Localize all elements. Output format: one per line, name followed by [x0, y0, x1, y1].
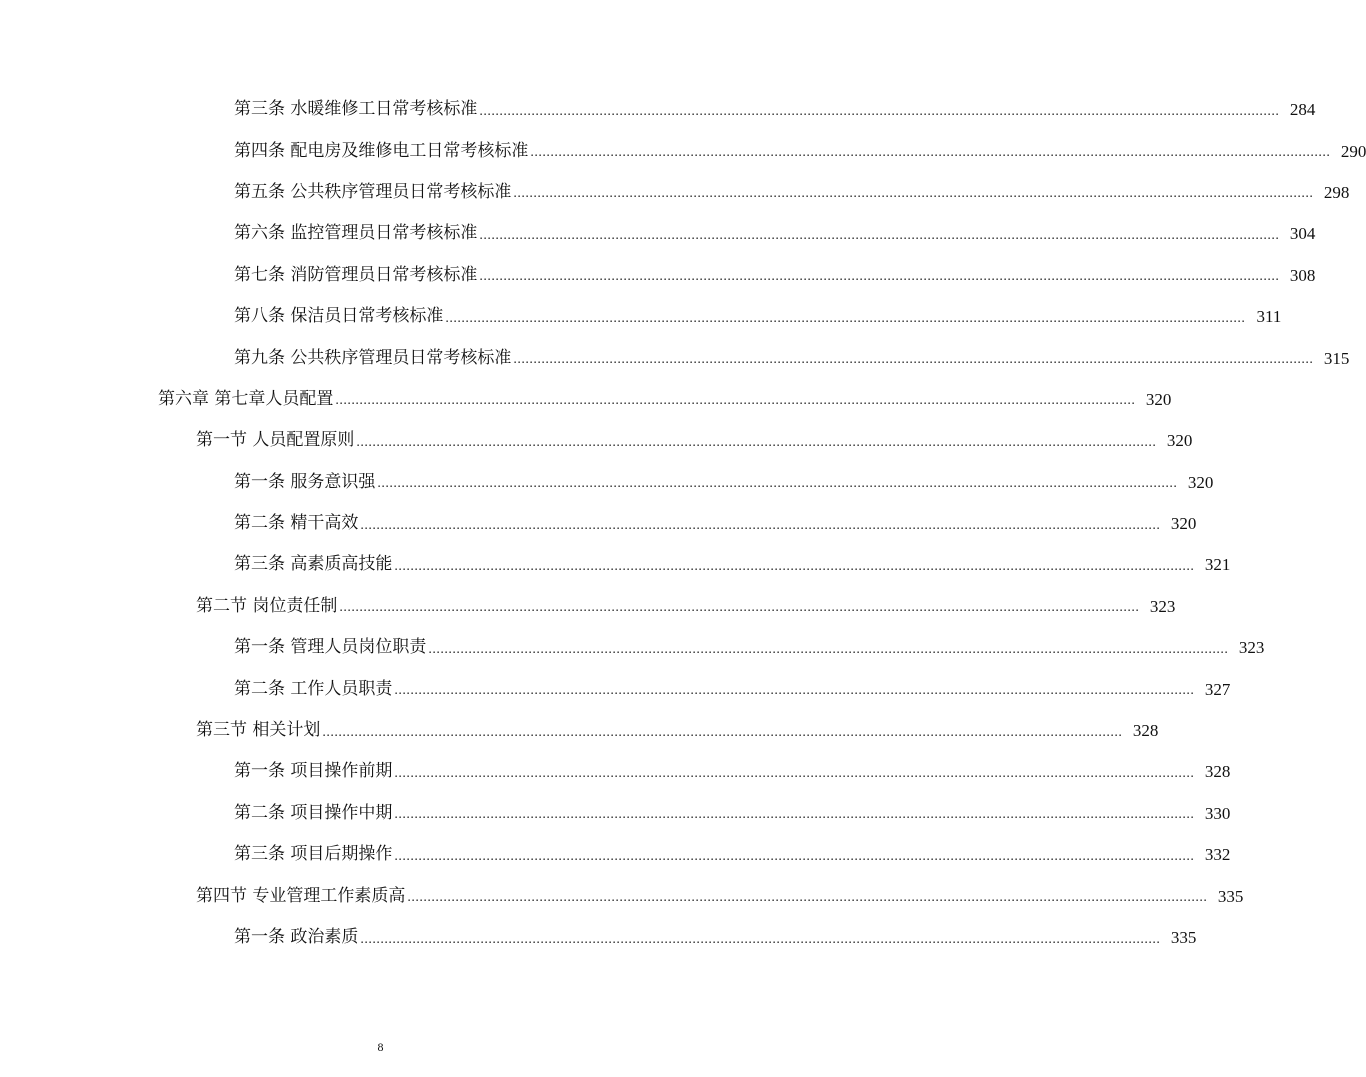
toc-entry-page: 315 [1323, 348, 1350, 368]
toc-leader-dots: ........................................................................................................................................................................................................ [513, 186, 1314, 202]
toc-entry[interactable] [0, 172, 1350, 213]
toc-entry-page: 284 [1289, 100, 1316, 120]
toc-entry-page: 308 [1289, 265, 1316, 285]
toc-entry-page: 323 [1149, 596, 1176, 616]
toc-leader-dots: ........................................................................................................................................................................................................ [394, 848, 1195, 864]
toc-entry[interactable] [0, 255, 1316, 296]
toc-entry[interactable] [0, 296, 1282, 337]
toc-entry[interactable] [0, 627, 1265, 668]
toc-entry-label: 第一条 服务意识强 [234, 471, 376, 492]
toc-entry-label: 第二条 精干高效 [234, 513, 359, 534]
toc-entry[interactable] [0, 793, 1231, 834]
toc-entry-chapter[interactable] [0, 379, 1172, 420]
toc-leader-dots: ........................................................................................................................................................................................................ [407, 890, 1208, 906]
toc-leader-dots: ........................................................................................................................................................................................................ [335, 393, 1136, 409]
toc-leader-dots: ........................................................................................................................................................................................................ [356, 434, 1157, 450]
toc-leader-dots: ........................................................................................................................................................................................................ [479, 269, 1280, 285]
toc-entry-section[interactable] [0, 875, 1244, 916]
toc-entry-label: 第一节 人员配置原则 [196, 430, 355, 451]
toc-leader-dots: ........................................................................................................................................................................................................ [530, 145, 1331, 161]
toc-leader-dots: ........................................................................................................................................................................................................ [479, 227, 1280, 243]
toc-entry[interactable] [0, 917, 1197, 958]
toc-entry-page: 304 [1289, 224, 1316, 244]
toc-leader-dots: ........................................................................................................................................................................................................ [394, 558, 1195, 574]
toc-entry-label: 第二节 岗位责任制 [196, 595, 338, 616]
toc-entry-label: 第三条 项目后期操作 [234, 844, 393, 865]
toc-entry[interactable] [0, 544, 1231, 585]
toc-entry-page: 323 [1238, 638, 1265, 658]
toc-leader-dots: ........................................................................................................................................................................................................ [322, 724, 1123, 740]
toc-entry-page: 330 [1204, 803, 1231, 823]
toc-entry-page: 335 [1170, 928, 1197, 947]
toc-entry[interactable] [0, 751, 1231, 792]
toc-entry-label: 第六章 第七章人员配置 [158, 388, 334, 409]
toc-entry[interactable] [0, 503, 1197, 544]
table-of-contents [0, 89, 1366, 958]
toc-leader-dots: ........................................................................................................................................................................................................ [445, 310, 1246, 326]
toc-entry-label: 第八条 保洁员日常考核标准 [234, 306, 444, 327]
toc-leader-dots: ........................................................................................................................................................................................................ [394, 683, 1195, 699]
toc-entry-label: 第五条 公共秩序管理员日常考核标准 [234, 181, 512, 202]
toc-leader-dots: ........................................................................................................................................................................................................ [360, 931, 1161, 947]
toc-entry-label: 第二条 项目操作中期 [234, 802, 393, 823]
toc-entry-page: 311 [1256, 307, 1282, 327]
toc-entry-label: 第一条 政治素质 [234, 927, 359, 947]
toc-entry-section[interactable] [0, 710, 1159, 751]
toc-entry[interactable] [0, 130, 1366, 171]
toc-entry-page: 327 [1204, 679, 1231, 699]
toc-leader-dots: ........................................................................................................................................................................................................ [479, 103, 1280, 119]
toc-entry-page: 332 [1204, 845, 1231, 865]
toc-leader-dots: ........................................................................................................................................................................................................ [394, 765, 1195, 781]
toc-entry-label: 第七条 消防管理员日常考核标准 [234, 264, 478, 285]
toc-entry[interactable] [0, 668, 1231, 709]
toc-entry-label: 第一条 项目操作前期 [234, 761, 393, 782]
toc-entry-label: 第三条 水暖维修工日常考核标准 [234, 99, 478, 120]
toc-entry-label: 第六条 监控管理员日常考核标准 [234, 223, 478, 244]
toc-entry-section[interactable] [0, 420, 1193, 461]
toc-entry-label: 第三条 高素质高技能 [234, 554, 393, 575]
toc-leader-dots: ........................................................................................................................................................................................................ [360, 517, 1161, 533]
toc-entry-page: 321 [1204, 555, 1231, 575]
toc-entry-page: 320 [1166, 431, 1193, 451]
toc-entry[interactable] [0, 213, 1316, 254]
toc-entry-page: 320 [1187, 472, 1214, 492]
toc-leader-dots: ........................................................................................................................................................................................................ [513, 352, 1314, 368]
toc-entry-label: 第二条 工作人员职责 [234, 678, 393, 699]
toc-entry-page: 320 [1170, 514, 1197, 534]
toc-entry-page: 328 [1132, 721, 1159, 741]
toc-entry[interactable] [0, 337, 1350, 378]
toc-entry-page: 320 [1145, 389, 1172, 409]
toc-leader-dots: ........................................................................................................................................................................................................ [377, 476, 1178, 492]
toc-entry-page: 290 [1340, 141, 1366, 161]
toc-entry-label: 第一条 管理人员岗位职责 [234, 637, 427, 658]
toc-entry-page: 335 [1217, 886, 1244, 906]
toc-entry-label: 第九条 公共秩序管理员日常考核标准 [234, 347, 512, 368]
toc-leader-dots: ........................................................................................................................................................................................................ [339, 600, 1140, 616]
toc-entry-label: 第四条 配电房及维修电工日常考核标准 [234, 140, 529, 161]
toc-entry-section[interactable] [0, 586, 1176, 627]
toc-entry[interactable] [0, 834, 1231, 875]
toc-entry-page: 298 [1323, 182, 1350, 202]
toc-leader-dots: ........................................................................................................................................................................................................ [394, 807, 1195, 823]
toc-entry-label: 第四节 专业管理工作素质高 [196, 885, 406, 906]
page-number: 8 [377, 1040, 384, 1054]
toc-entry[interactable] [0, 462, 1214, 503]
toc-entry[interactable] [0, 89, 1316, 130]
toc-leader-dots: ........................................................................................................................................................................................................ [428, 641, 1229, 657]
toc-entry-label: 第三节 相关计划 [196, 720, 321, 741]
toc-entry-page: 328 [1204, 762, 1231, 782]
